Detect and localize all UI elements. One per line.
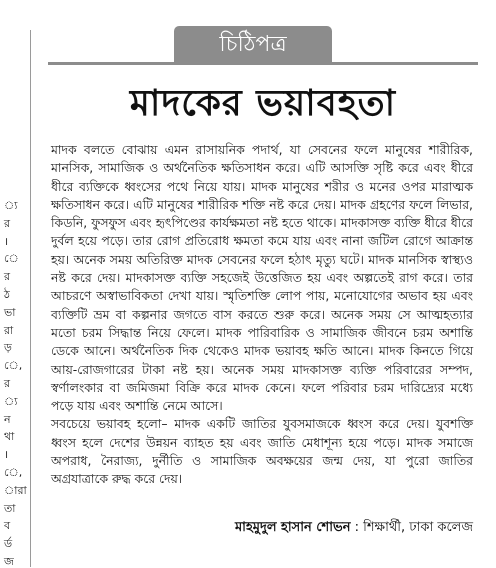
fragment-char: র্ড: [4, 537, 13, 551]
author-name: মাহমুদুল হাসান শোভন: [234, 520, 351, 535]
fragment-char: ড়: [4, 341, 12, 355]
fragment-char: ঠ: [4, 288, 10, 301]
fragment-char: থা: [4, 430, 15, 444]
paragraph-2: সবচেয়ে ভয়াবহ হলো– মাদক একটি জাতির যুবসমাজকে ধ্বংস করে দেয়। যুবশক্তি ধ্বংস হলে দেশের উন্নয়ন ব্যাহত হয় এবং জাতি মেধাশূন্য হয়ে পড়ে। মাদক সমাজে অপরাধ, নৈরাজ্য, দুর্নীতি ও সামাজিক অবক্ষয়ের জন্ম দেয়, যা পুরো জাতির অগ্রযাত্রাকে রুদ্ধ করে দেয়।: [51, 416, 473, 487]
fragment-char: র: [4, 377, 11, 390]
section-rule: [48, 62, 478, 65]
fragment-char: ্য: [4, 394, 18, 408]
fragment-char: তা: [4, 501, 16, 515]
byline-separator: :: [350, 520, 364, 535]
fragment-char: জ: [4, 555, 14, 568]
adjacent-column-fragment: [0, 0, 30, 567]
article-title: মাদকের ভয়াবহতা: [129, 83, 397, 124]
paragraph-1: মাদক বলতে বোঝায় এমন রাসায়নিক পদার্থ, যা সেবনের ফলে মানুষের শারীরিক, মানসিক, সামাজিক ও অর্থনৈতিক ক্ষতিসাধন করে। এটি আসক্তি সৃষ্টি করে এবং ধীরে ধীরে ব্যক্তিকে ধ্বংসের পথে নিয়ে যায়। মাদক মানুষের শরীর ও মনের ওপর মারাত্মক ক্ষতিসাধন করে। এটি মানুষের শারীরিক শক্তি নষ্ট করে দেয়। মাদক গ্রহণের ফলে লিভার, কিডনি, ফুসফুস এবং হৃৎপিণ্ডের কার্যক্ষমতা নষ্ট হতে থাকে। মাদকাসক্ত ব্যক্তি ধীরে ধীরে দুর্বল হয়ে পড়ে। তার রোগ প্রতিরোধ ক্ষমতা কমে যায় এবং নানা জটিল রোগে আক্রান্ত হয়। অনেক সময় অতিরিক্ত মাদক সেবনের ফলে হঠাৎ মৃত্যু ঘটে। মাদক মানসিক স্বাস্থ্যও নষ্ট করে দেয়। মাদকাসক্ত ব্যক্তি সহজেই উত্তেজিত হয় এবং অল্পতেই রাগ করে। তার আচরণে অস্বাভাবিকতা দেখা যায়। স্মৃতিশক্তি লোপ পায়, মনোযোগের অভাব হয় এবং ব্যক্তিটি ভ্রম বা কল্পনার জগতে বাস করতে শুরু করে। অনেক সময় সে আত্মহত্যার মতো চরম সিদ্ধান্ত নিয়ে ফেলে। মাদক পারিবারিক ও সামাজিক জীবনে চরম অশান্তি ডেকে আনে। অর্থনৈতিক দিক থেকেও মাদক ভয়াবহ ক্ষতি আনে। মাদক কিনতে গিয়ে আয়-রোজগারের টাকা নষ্ট হয়। অনেক সময় মাদকাসক্ত ব্যক্তি পরিবারের সম্পদ, স্বর্ণালংকার বা জমিজমা বিক্রি করে মাদক কেনে। ফলে পরিবার চরম দারিদ্র্যের মধ্যে পড়ে যায় এবং অশান্তি নেমে আসে।: [51, 142, 473, 414]
fragment-char: ারা: [4, 483, 27, 497]
byline: [51, 519, 473, 537]
article-body: [51, 141, 473, 489]
fragment-char: র: [4, 270, 11, 284]
author-affiliation: শিক্ষার্থী, ঢাকা কলেজ: [363, 520, 473, 535]
fragment-char: র: [4, 216, 11, 230]
fragment-char: ভা: [4, 305, 16, 319]
fragment-char: ে,: [4, 466, 23, 479]
column-divider: [30, 30, 31, 567]
fragment-char: ে,: [4, 359, 23, 373]
fragment-char: ব: [4, 519, 11, 533]
fragment-char: ।: [4, 448, 9, 462]
fragment-char: ন: [4, 412, 11, 426]
fragment-char: ে: [4, 252, 19, 266]
fragment-char: ্য: [4, 199, 18, 212]
section-tab: চিঠিপত্র: [174, 26, 332, 64]
fragment-char: রা: [4, 323, 14, 337]
fragment-char: ।: [4, 234, 9, 248]
